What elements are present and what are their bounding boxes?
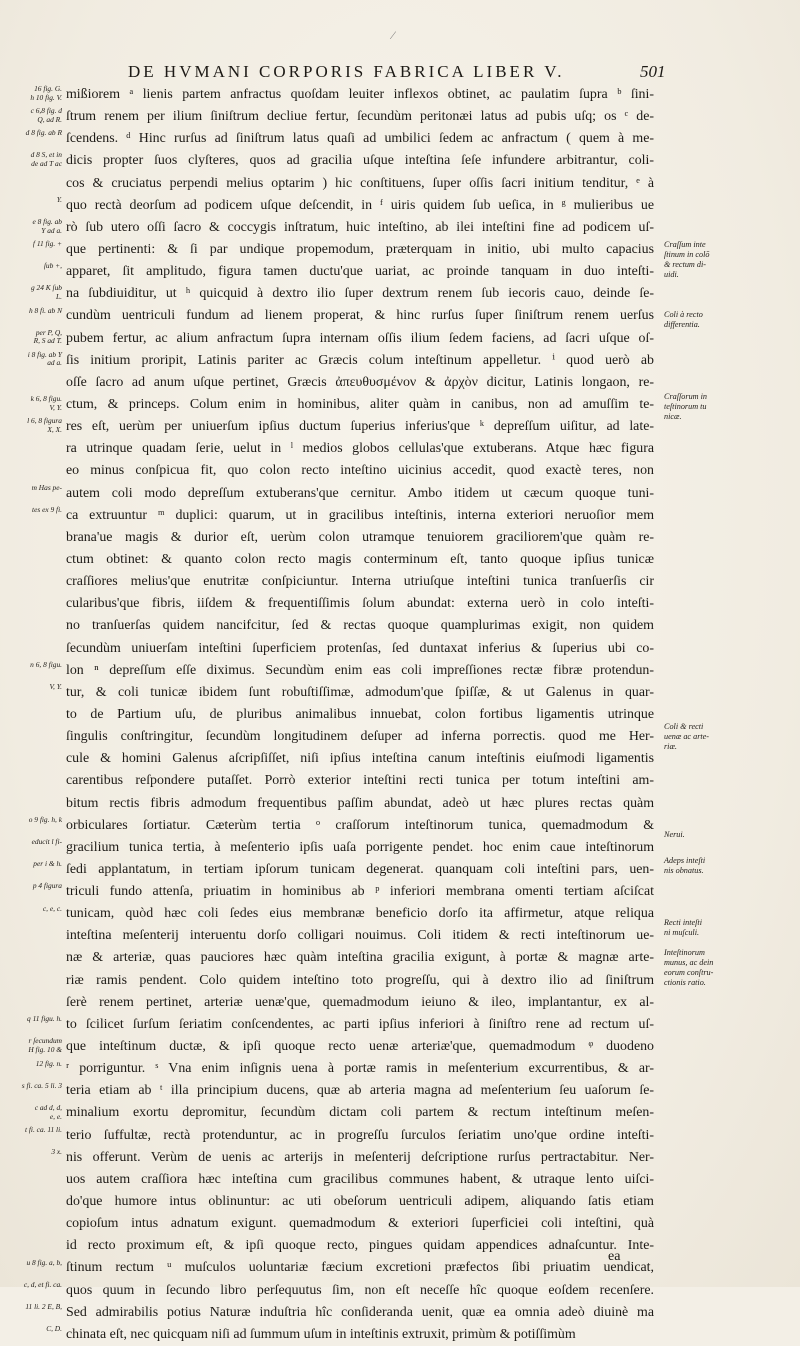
marginal-reference: f 11 fig. + [32, 239, 62, 249]
marginal-reference: c, d, et fi. ca. [23, 1280, 62, 1290]
marginal-note: Coli & recti [664, 722, 704, 731]
main-text-column [66, 84, 654, 1346]
marginal-note: nicæ. [664, 412, 682, 421]
text-line: res eſt, uerùm per uniuerſum ipſius ductum ſuperius inferius'que ᵏ depreſſum uiſitur, ad late- [66, 419, 654, 435]
text-line: ſingulis conſtringitur, ſecundùm longitudinem deſuper ad inferna porrectis. quod me Her- [66, 729, 654, 745]
text-line: na ſubdiuiditur, ut ʰ quicquid à dextro ilio ſuper dextrum renem ſub iecoris cauo, deinde ſe- [66, 286, 654, 302]
text-line: quo rectà deorſum ad podicem uſque deſcendit, in ᶠ uiris quidem ſub ueſica, in ᵍ mulieribus ue [66, 197, 654, 213]
text-line: id recto proximum eſt, & ipſi quoque recto, pingues quidam appendices adnaſcuntur. Inte- [66, 1238, 654, 1254]
catchword: ea [608, 1249, 621, 1264]
text-line: ʳ porriguntur. ˢ Vna enim inſignis uena à portæ ramis in meſenterium excurrentibus, & ar- [66, 1061, 654, 1077]
text-line: oſſe ſacro ad anum uſque pertinet, Græcis ἀπευθυσμένον & ἀρχὸν dicitur, Latinis longaon, re- [66, 374, 654, 390]
marginal-reference: t fi. ca. 11 li. [24, 1125, 62, 1135]
marginal-reference: L. [56, 291, 62, 301]
text-line: uos autem craſſiora hæc inteſtina cum gracilibus communes habent, & utraque lento uiſci- [66, 1171, 654, 1187]
marginal-note: Inteſtinorum [664, 948, 705, 957]
marginal-reference: l 6, 8 figura [27, 416, 62, 426]
marginal-note: ſtinum in colō [664, 250, 710, 259]
text-line: que pertinenti: & ſi par undique propemodum, præterquam in initio, ubi multo capacius [66, 241, 654, 257]
marginal-reference: V, Y. [49, 682, 62, 692]
marginal-reference: 11 li. 2 E, B, [25, 1302, 62, 1312]
marginal-reference: d 8 S, et in [30, 150, 62, 160]
text-line: orbiculares ſortiatur. Cæterùm tertia ᵒ craſſorum inteſtinorum tunica, quemadmodum & [66, 817, 654, 833]
marginal-reference: e 8 fig. ab [32, 216, 62, 226]
text-line: carentibus reſpondere putaſſet. Porrò exterior inteſtini recti tunica per totum inteſtini am- [66, 773, 654, 789]
marginal-note: munus, ac dein [664, 958, 714, 967]
marginal-reference: tes ex 9 fi. [32, 504, 62, 514]
text-line: craſſiores melius'que enutritæ conſpiciuntur. Interna utriuſque inteſtini tunica tranſuerſis cir [66, 574, 654, 590]
text-line: ſtrum renem per ilium ſiniſtrum decliue fertur, ſecundùm peritonæi latus ad pubis uſq; os ᶜ de- [66, 109, 654, 125]
marginal-reference: r ſecundum [28, 1036, 62, 1046]
text-line: brana'ue magis & durior eſt, uerùm colon utramque tenuiorem graciliorem'que quàm re- [66, 529, 654, 545]
text-line: tunicam, quòd hæc coli ſedes eius membranæ beneficio dorſo ita affirmetur, atque reliqua [66, 906, 654, 922]
marginal-reference: h 10 fig. V. [30, 92, 62, 102]
marginal-note: nis obnatus. [664, 866, 704, 875]
marginal-reference: c, e, c. [42, 903, 62, 913]
marginal-reference: Y ad a. [41, 225, 62, 235]
text-line: ſis initium proripit, Latinis pariter ac Græcis colum inteſtinum appelletur. ⁱ quod uerò ab [66, 352, 654, 368]
marginal-reference: X, X. [47, 424, 62, 434]
text-line: inteſtina meſenterij interuentu dorſo colligari nouimus. Coli itidem & recti inteſtinorum ue- [66, 928, 654, 944]
marginal-reference: per i & h. [33, 859, 62, 869]
marginal-note: differentia. [664, 320, 700, 329]
text-line: to ſcilicet ſurſum ſeriatim conſcendentes, ac parti ipſius inferiori à ſiniſtro rene ad rectum uſ- [66, 1016, 654, 1032]
text-line: ca extruuntur ᵐ duplici: quarum, ut in gracilibus inteſtinis, interna exteriori neruoſior mem [66, 507, 654, 523]
text-line: gracilium tunica tertia, à meſenterio ipſis uaſa porrigente pendet. hoc enim caue inteſtinorum [66, 839, 654, 855]
marginal-note: teſtinorum tu [664, 402, 707, 411]
marginal-reference: n 6, 8 figu. [30, 659, 62, 669]
marginal-note: Nerui. [664, 830, 685, 839]
marginal-note: riæ. [664, 742, 677, 751]
text-line: do'que humore intus oblinuntur: ac uti obeſorum uentriculi adipem, aliquando ſatis etiam [66, 1194, 654, 1210]
text-line: no tranſuerſas quidem nancifcitur, ſed & rectas quoque quamplurimas exigit, non quidem [66, 618, 654, 634]
text-line: tur, & coli tunicæ ibidem ſunt robuſtiſſimæ, admodum'que ſpiſſæ, & ut Galenus in quar- [66, 684, 654, 700]
text-line: ſerè renem pertinet, arteriæ uenæ'que, quemadmodum ieiuno & ileo, implantantur, ex al- [66, 994, 654, 1010]
text-line: ſecundùm uniuerſam inteſtini ſuperficiem protenſas, ſed duntaxat inferius & ſuperius ubi co- [66, 640, 654, 656]
marginal-note: Coli à recto [664, 310, 703, 319]
text-line: ctum, & princeps. Colum enim in hominibus, aliter quàm in canibus, non ad amuſſim te- [66, 396, 654, 412]
marginal-note: Craſſum inte [664, 240, 706, 249]
stray-mark: ⁄ [392, 28, 395, 42]
marginal-reference: Q, ad R. [37, 114, 62, 124]
text-line: ſtinum rectum ᵘ muſculos uoluntariæ fæcium excretioni præfectos ſibi priuatim uendicat, [66, 1260, 654, 1276]
marginal-reference: i 8 fig. ab Y [27, 349, 62, 359]
text-line: nis offerunt. Verùm de uenis ac arterijs in meſenterij deſcriptione rurſus pertractabitur. Ner- [66, 1149, 654, 1165]
text-line: autem coli modo depreſſum extuberans'que cernitur. Ambo itidem ut cæcum quoque tuni- [66, 485, 654, 501]
text-line: dicis propter ſuos clyſteres, quos ad gracilia uſque inteſtina ſeſe infundere arbitrantur, coli- [66, 153, 654, 169]
marginal-reference: h 8 fi. ab N [28, 305, 62, 315]
marginal-note: & rectum di- [664, 260, 706, 269]
marginal-note: eorum conſtru- [664, 968, 714, 977]
text-line: apparet, ſit amplitudo, figura tamen ductu'que uariat, ac proinde tanquam in duo inteſti- [66, 264, 654, 280]
text-line: minalium exortu depromitur, ſecundùm dictam coli partem & rectum inteſtinum meſen- [66, 1105, 654, 1121]
text-line: mißiorem ᵃ lienis partem anfractus quoſdam leuiter inflexos obtinet, ac paulatim ſupra ᵇ ſini- [66, 87, 654, 102]
text-line: bitum rectis fibris admodum frequentibus paſſim abundat, adeò ut hæc plures rectas quàm [66, 795, 654, 811]
marginal-reference: educit l fi- [31, 837, 62, 847]
text-line: ſcendens. ᵈ Hinc rurſus ad ſiniſtrum latus quaſi ad umbilici ſedem ac anfractum ( quem à me- [66, 131, 654, 147]
marginal-reference: C, D. [46, 1324, 62, 1334]
text-line: terio ſuffultæ, rectà protenduntur, ac in progreſſu ſurculos ſeriatim uno'que ordine inteſti- [66, 1127, 654, 1143]
text-line: teria etiam ab ᵗ illa principium ducens, quæ ab arteria magna ad meſenterium ſeu uaſorum ſe- [66, 1083, 654, 1099]
marginal-reference: c 6,8 fig. d [30, 106, 62, 116]
marginal-reference: V, Y. [49, 402, 62, 412]
page-number: 501 [640, 62, 666, 81]
marginal-note: Recti inteſti [664, 918, 702, 927]
text-line: rò ſub utero oſſi ſacro & coccygis inſtratum, huic inteſtino, ab ilei inteſtini fine ad podicem uſ- [66, 219, 654, 235]
marginal-reference: o 9 fig. h, k [28, 814, 62, 824]
marginal-reference: R, S ad T. [33, 336, 62, 346]
text-line: cule & homini Galenus aſcripſiſſet, niſi ipſius inteſtina canum inteſtinis eiuſmodi ligamentis [66, 751, 654, 767]
text-line: copioſum intus adnatum exigunt. quemadmodum & exteriori ſuperficiei coli inteſtini, quà [66, 1216, 654, 1232]
text-line: ſedi applantatum, in tertiam ipſorum tunicam degenerat. quanquam coli inteſtini pars, uen- [66, 861, 654, 877]
marginal-reference: Y. [56, 194, 62, 204]
text-line: que inteſtinum ductæ, & ipſi quoque recto uenæ arteriæ'que, quemadmodum ᵠ duodeno [66, 1039, 654, 1055]
text-line: eo minus conſpicua fit, quo colon recto inteſtino uicinius accedit, quod exactè teres, non [66, 463, 654, 479]
text-line: chinata eſt, nec quicquam niſi ad ſummum uſum in inteſtinis extruxit, primùm & potiſſimùm [66, 1326, 576, 1342]
marginal-note: uidi. [664, 270, 679, 279]
marginal-reference: per P, Q, [35, 327, 62, 337]
marginal-reference: 16 fig. G. [34, 84, 62, 93]
marginal-note: Adeps inteſti [664, 856, 706, 865]
marginal-reference: p 4 figura [32, 881, 62, 891]
marginal-reference: m Has pe- [31, 482, 62, 492]
text-line: Sed admirabilis potius Naturæ induſtria hîc conſideranda uenit, quæ ea omnia adeò diuinè ma [66, 1304, 654, 1320]
marginal-reference: ſub +, [43, 261, 62, 271]
marginal-reference: u 8 fig. a, b, [26, 1257, 62, 1267]
text-line: to de Partium uſu, de pluribus animalibus innuebat, colon fortibus ligamentis utrinque [66, 706, 654, 722]
marginal-reference: 12 fig. n. [35, 1058, 62, 1068]
text-line: lon ⁿ depreſſum eſſe diximus. Secundùm enim eas coli impreſſiones rectæ fibræ protendun- [66, 662, 654, 678]
text-line: cundùm uentriculi fundum ad lienem properat, & hinc rurſus ſuper ſiniſtrum renem uerſus [66, 308, 654, 324]
marginal-reference: d 8 fig. ab R [25, 128, 62, 138]
text-line: triculi fundo attenſa, priuatim in hominibus ab ᵖ inferiori membrana omenti tertiam aſciſcat [66, 884, 654, 900]
marginal-note: ni muſculi. [664, 928, 700, 937]
text-line: næ & arteriæ, quas pauciores hæc quàm inteſtina gracilia exigunt, à portæ & magnæ arte- [66, 950, 654, 966]
text-line: cularibus'que fibris, iiſdem & frequentiſſimis ſolum abundat: externa uerò in colo inteſti- [66, 596, 654, 612]
marginal-note: ctionis ratio. [664, 978, 706, 987]
marginal-note: Craſſorum in [664, 392, 707, 401]
text-line: ctum obtinet: & quanto colon recto magis conterminum eſt, tanto quoque ipſius tunicæ [66, 551, 654, 567]
marginal-reference: 3 x. [51, 1147, 62, 1157]
text-line: ra utrinque quadam ſerie, uelut in ˡ medios globos cellulas'que extuberans. Atque hæc figura [66, 441, 654, 457]
marginal-reference: q 11 figu. h. [27, 1014, 62, 1024]
marginal-reference: ad a. [47, 358, 62, 368]
marginal-reference: g 24 K ſub [30, 283, 62, 293]
marginal-reference: H fig. 10 & [28, 1045, 62, 1055]
text-line: cos & cruciatus perpendi melius optarim ) hic conſtituens, ſuper oſſis ſacri initium tenditur, ᵉ à [66, 175, 654, 191]
text-line: pubem fertur, ac alium anfractum ſupra internam oſſis ilium ſedem faciens, ad ſacri uſque oſ- [66, 330, 654, 346]
marginal-note: uenæ ac arte- [664, 732, 710, 741]
marginal-reference: k 6, 8 figu. [30, 394, 62, 404]
text-line: quos quum in ſecundo libro perſequutus ſim, non eſt neceſſe hîc quoque eoſdem recenſere. [66, 1282, 654, 1298]
marginal-reference: s fi. ca. 5 li. 3 [21, 1080, 62, 1090]
marginal-reference: e, e. [49, 1111, 62, 1121]
marginal-reference: de ad T ac [31, 159, 62, 169]
running-head: DE HVMANI CORPORIS FABRICA LIBER V. [128, 62, 565, 81]
text-line: riæ ramis pendent. Colo quidem inteſtino toto progreſſu, qui à dextro ilio ad ſiniſtrum [66, 972, 654, 988]
marginal-reference: c ad d, d, [34, 1102, 62, 1112]
